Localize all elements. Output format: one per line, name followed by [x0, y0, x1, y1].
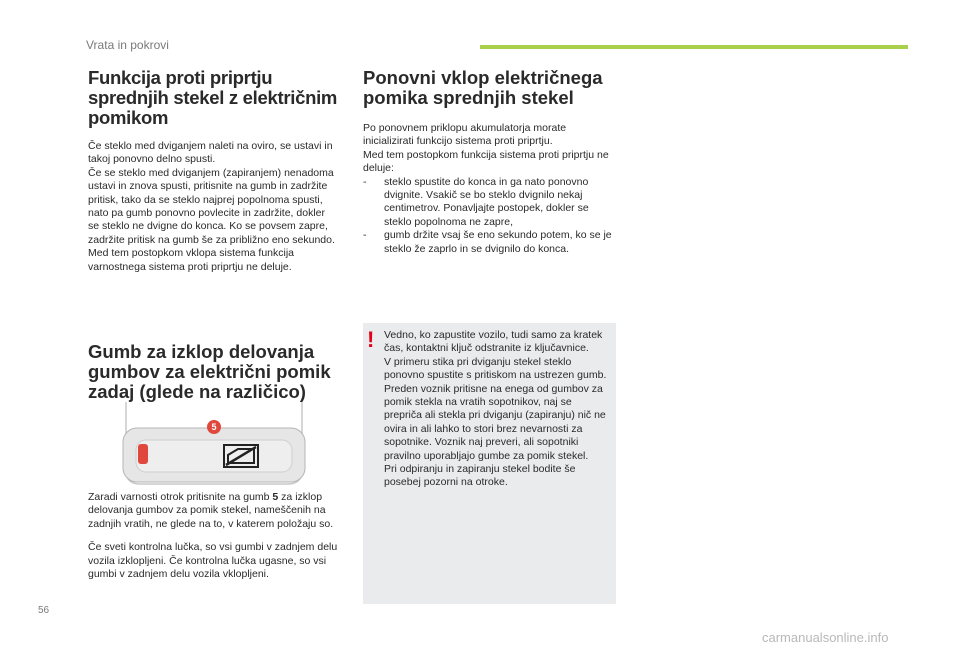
reinit-title: Ponovni vklop električnega pomika sprednjih stekel: [363, 67, 603, 108]
reinit-paragraph: Po ponovnem priklopu akumulatorja morate inicializirati funkcijo sistema proti priprtju. Med tem postopkom funkcija sistema proti priprtju ne deluje:: [363, 121, 609, 175]
rear-lock-paragraph-end: za izklop delovanja gumbov za pomik stekel, nameščenih na zadnjih vratih, ne glede na to, v katerem položaju so.: [88, 491, 334, 530]
child-lock-panel-illustration: [120, 400, 308, 486]
rear-lock-paragraph: [88, 491, 343, 531]
reinit-steps-list: [363, 176, 615, 256]
rear-lock-text: [88, 491, 343, 581]
section-label: Vrata in pokrovi: [86, 38, 169, 52]
list-item: [363, 176, 615, 230]
list-dash: -: [363, 175, 367, 188]
warning-text: Vedno, ko zapustite vozilo, tudi samo za kratek čas, kontaktni ključ odstranite iz ključavnice. V primeru stika pri dviganju stekel steklo ponovno spustite s pritiskom na ustrezen gumb. Preden voznik pritisne na enega od gumbov za pomik stekla na vratih sopotnikov, naj se prepriča ali stekla pri dviganju (zapiranju) nič ne ovira in ali lahko to stori brez nevarnosti za sopotnike. Voznik naj preveri, ali sopotniki pravilno uporabljajo gumbe za pomik stekel. Pri odpiranju in zapiranju stekel bodite še posebej pozorni na otroke.: [384, 329, 607, 489]
rear-lock-paragraph-start: Zaradi varnosti otrok pritisnite na gumb: [88, 491, 273, 503]
list-dash: -: [363, 229, 367, 242]
rear-lock-title: Gumb za izklop delovanja gumbov za električni pomik zadaj (glede na različico): [88, 341, 331, 402]
left-column: [88, 68, 348, 274]
callout-badge-5: 5: [207, 420, 221, 434]
watermark: carmanualsonline.info: [762, 630, 889, 645]
list-item: [363, 229, 615, 256]
anti-pinch-title: Funkcija proti priprtju sprednjih stekel z električnim pomikom: [88, 67, 338, 128]
anti-pinch-paragraph: Če steklo med dviganjem naleti na oviro, se ustavi in takoj ponovno delno spusti. Če se steklo med dviganjem (zapiranjem) nenadoma ustavi in znova spusti, pritisnite na gumb in zadržite pritisk, tako da se steklo najprej popolnoma spusti, nato pa gumb ponovno povlecite in zadržite, dokler se steklo ne dvigne do konca. Ko se povsem zapre, zadržite pritisk na gumb še za približno eno sekundo. Med tem postopkom vklopa sistema funkcija varnostnega sistema proti priprtju ne deluje.: [88, 139, 335, 273]
list-item-text: gumb držite vsaj še eno sekundo potem, ko se je steklo že zaprlo in se dvignilo do konca.: [384, 229, 612, 255]
indicator-paragraph: Če sveti kontrolna lučka, so vsi gumbi v zadnjem delu vozila izklopljeni. Če kontrolna lučka ugasne, so vsi gumbi v zadnjem delu vozila vklopljeni.: [88, 541, 338, 581]
warning-exclamation-icon: !: [367, 327, 375, 352]
button-number-ref: 5: [272, 491, 279, 503]
rear-lock-section: [88, 342, 348, 402]
right-column: [363, 68, 623, 256]
section-accent-bar: [480, 45, 908, 49]
indicator-light-icon: [138, 444, 148, 464]
list-item-text: steklo spustite do konca in ga nato ponovno dvignite. Vsakič se bo steklo dvignilo nekaj centimetrov. Ponavljajte postopek, dokler se steklo popolnoma ne zapre,: [384, 175, 589, 228]
page-number: 56: [38, 605, 50, 616]
